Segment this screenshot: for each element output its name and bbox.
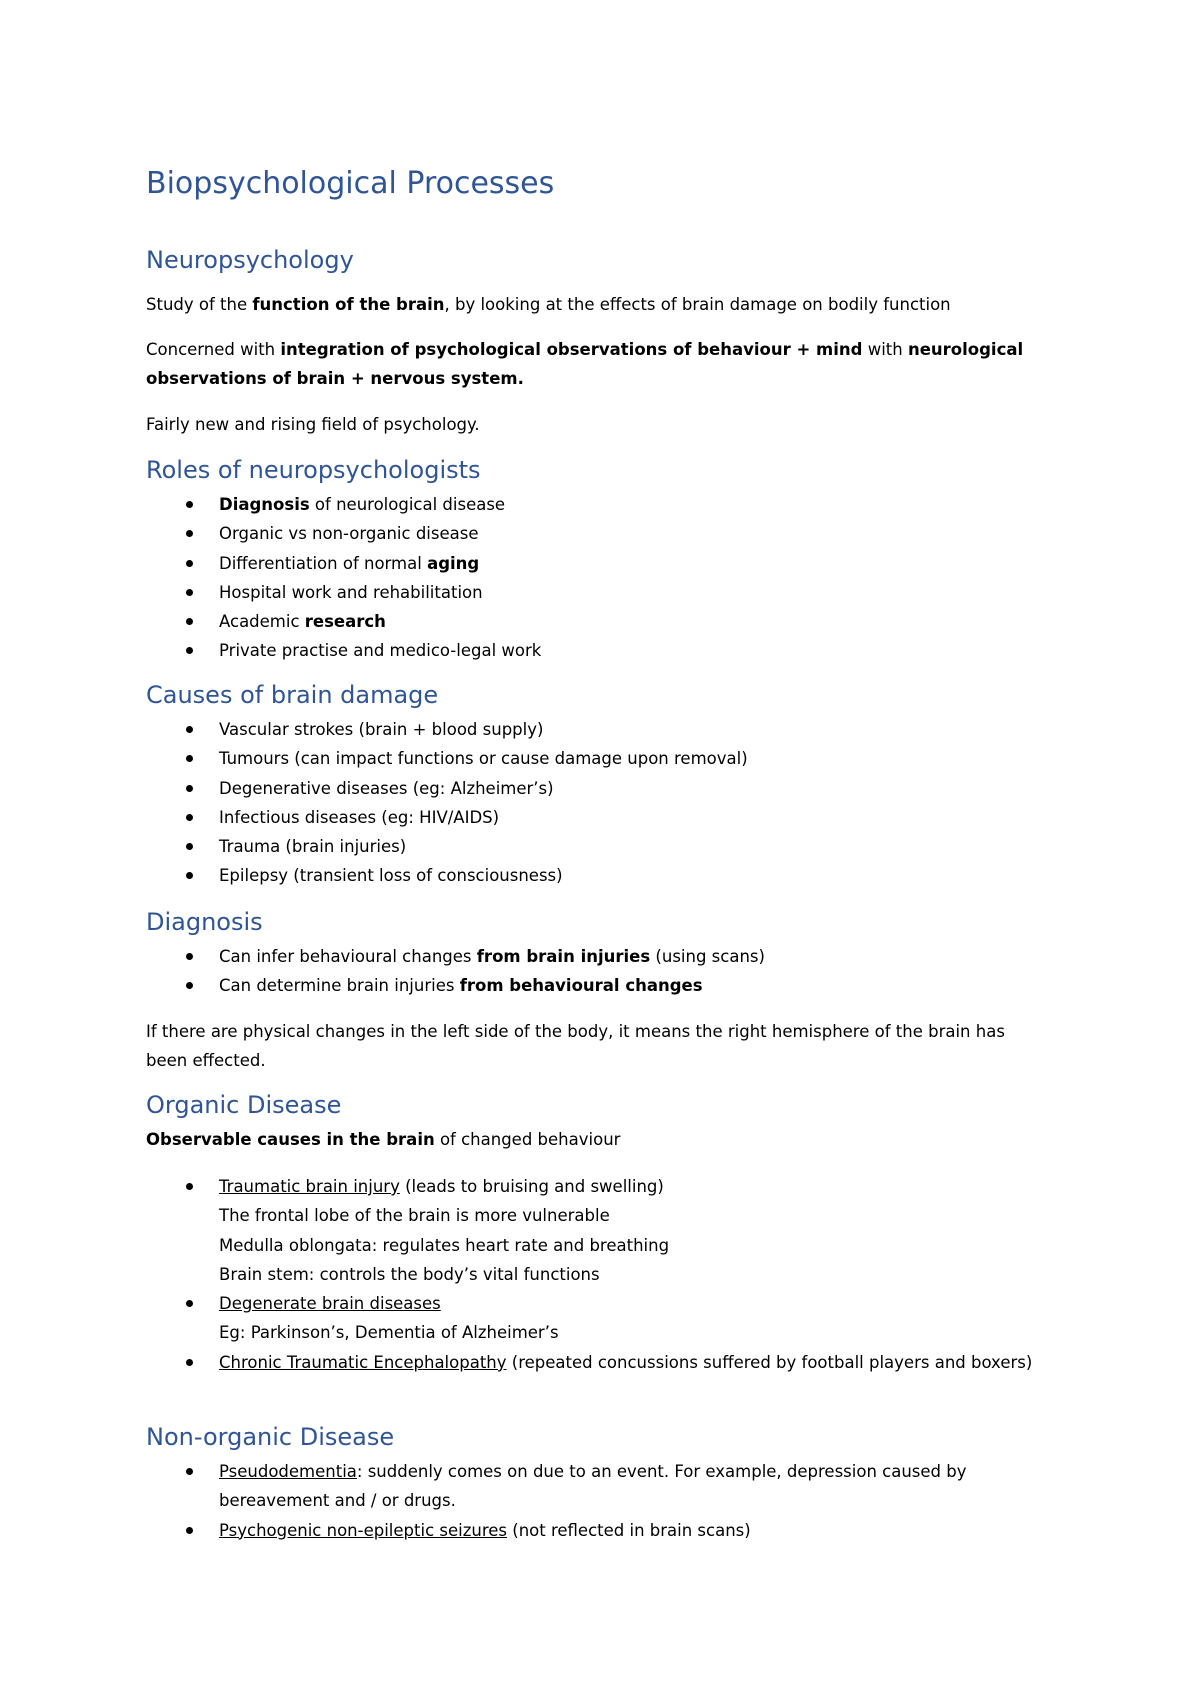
list-item: Pseudodementia: suddenly comes on due to an event. For example, depression caused by bereavement and / or drugs. — [146, 1457, 1051, 1516]
list-item: Hospital work and rehabilitation — [146, 578, 1051, 607]
heading-organic-disease: Organic Disease — [146, 1091, 342, 1119]
list-item: Chronic Traumatic Encephalopathy (repeated concussions suffered by football players and boxers) — [146, 1348, 1051, 1377]
organic-list — [146, 1172, 1051, 1377]
list-item: Infectious diseases (eg: HIV/AIDS) — [146, 803, 1051, 832]
list-item: Organic vs non-organic disease — [146, 519, 1051, 548]
list-item: Can determine brain injuries from behavioural changes — [146, 971, 1051, 1000]
list-item: Can infer behavioural changes from brain injuries (using scans) — [146, 942, 1051, 971]
roles-list — [146, 490, 1051, 666]
list-item: Differentiation of normal aging — [146, 549, 1051, 578]
causes-list — [146, 715, 1051, 891]
heading-roles: Roles of neuropsychologists — [146, 456, 481, 484]
list-item: Diagnosis of neurological disease — [146, 490, 1051, 519]
list-item: Trauma (brain injuries) — [146, 832, 1051, 861]
list-item: Private practise and medico-legal work — [146, 636, 1051, 665]
list-item: Degenerate brain diseases Eg: Parkinson’s, Dementia of Alzheimer’s — [146, 1289, 1051, 1348]
list-item: Traumatic brain injury (leads to bruising and swelling) The frontal lobe of the brain is more vulnerable Medulla oblongata: regulates heart rate and breathing Brain stem: controls the body’s vital functions — [146, 1172, 1051, 1289]
diagnosis-list — [146, 942, 1051, 1001]
heading-causes: Causes of brain damage — [146, 681, 439, 709]
neuropsychology-paragraph-3: Fairly new and rising field of psychology. — [146, 415, 480, 434]
neuropsychology-paragraph-2: Concerned with integration of psychological observations of behaviour + mind with neurological observations of brain + nervous system. — [146, 340, 1024, 388]
heading-diagnosis: Diagnosis — [146, 908, 263, 936]
page-title: Biopsychological Processes — [146, 166, 555, 201]
organic-intro: Observable causes in the brain of changed behaviour — [146, 1130, 621, 1149]
list-item: Psychogenic non-epileptic seizures (not reflected in brain scans) — [146, 1516, 1051, 1545]
diagnosis-paragraph: If there are physical changes in the left side of the body, it means the right hemisphere of the brain has been effected. — [146, 1022, 1005, 1070]
heading-non-organic-disease: Non-organic Disease — [146, 1423, 395, 1451]
list-item: Degenerative diseases (eg: Alzheimer’s) — [146, 774, 1051, 803]
non-organic-list — [146, 1457, 1051, 1545]
list-item: Academic research — [146, 607, 1051, 636]
list-item: Tumours (can impact functions or cause damage upon removal) — [146, 744, 1051, 773]
neuropsychology-paragraph-1: Study of the function of the brain, by looking at the effects of brain damage on bodily function — [146, 295, 951, 314]
list-item: Vascular strokes (brain + blood supply) — [146, 715, 1051, 744]
heading-neuropsychology: Neuropsychology — [146, 246, 354, 274]
list-item: Epilepsy (transient loss of consciousness) — [146, 861, 1051, 890]
